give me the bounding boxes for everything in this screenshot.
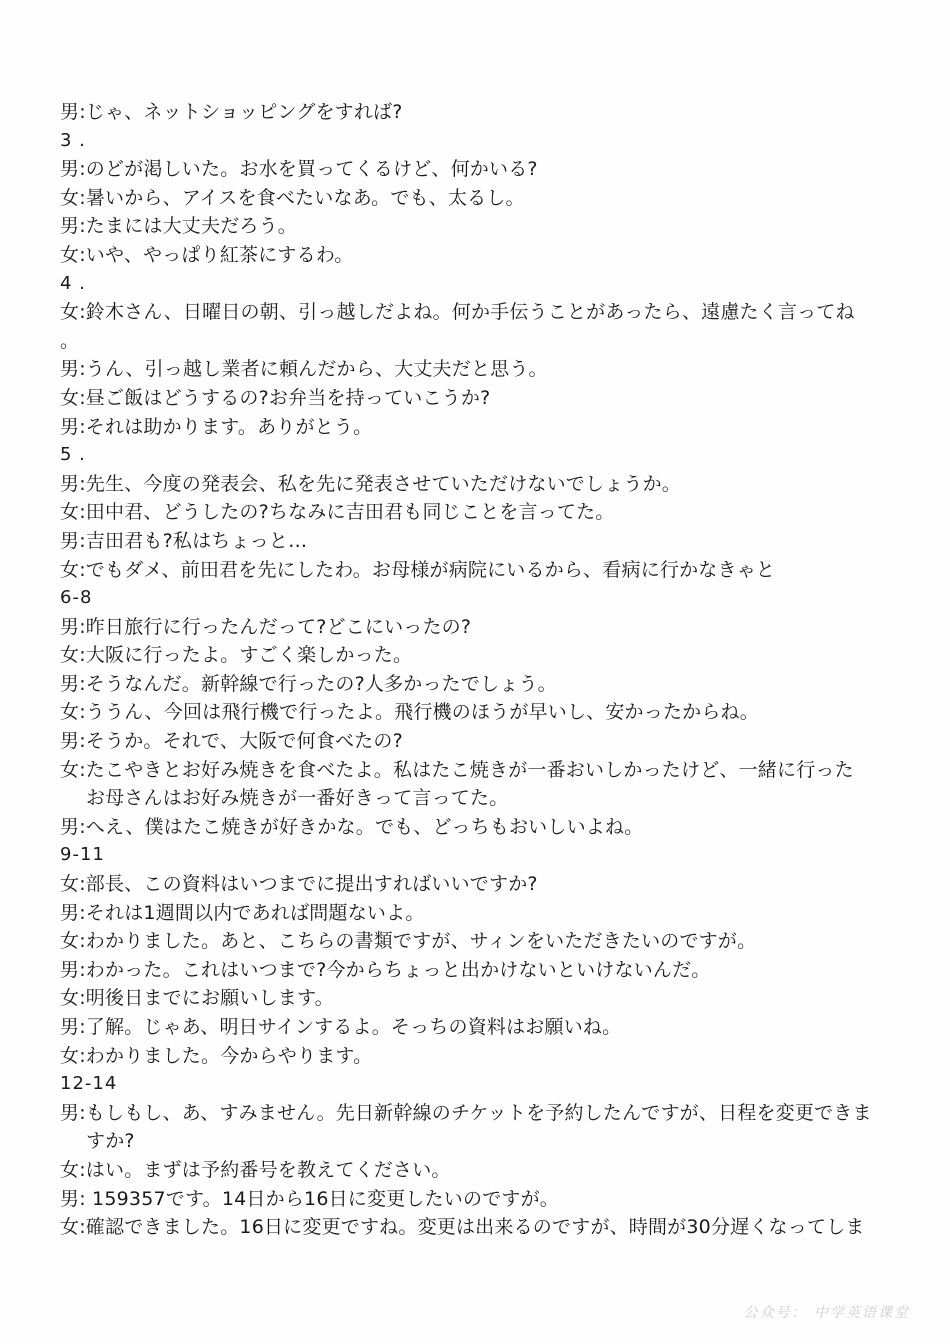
section-number: 5 .	[60, 444, 86, 466]
transcript-line: 男:昨日旅行に行ったんだって?どこにいったの?	[60, 615, 472, 638]
transcript-line: 男:了解。じゃあ、明日サインするよ。そっちの資料はお願いね。	[60, 1016, 622, 1038]
transcript-line: 男:うん、引っ越し業者に頼んだから、大丈夫だと思う。	[60, 358, 548, 381]
section-number: 12-14	[60, 1073, 118, 1095]
section-number: 4 .	[60, 272, 86, 294]
transcript-line: 男:たまには大丈夫だろう。	[60, 215, 298, 238]
transcript-line: 男:それは1週間以内であれば問題ないよ。	[60, 901, 425, 924]
transcript-line: 女:わかりました。今からやります。	[60, 1044, 373, 1067]
transcript-line: 女:いや、やっぱり紅茶にするわ。	[60, 243, 354, 266]
transcript-line: 男:へえ、僕はたこ焼きが好きかな。でも、どっちもおいしいよね。	[60, 815, 644, 838]
transcript-line: 男:のどが渇しいた。お水を買ってくるけど、何かいる?	[60, 158, 538, 181]
transcript-line: 女:昼ご飯はどうするの?お弁当を持っていこうか?	[60, 386, 491, 409]
transcript-line: 女:確認できました。16日に変更ですね。変更は出来るのですが、時間が30分遅くなってしま	[60, 1216, 865, 1239]
transcript-line: 男:吉田君も?私はちょっと…	[60, 529, 308, 552]
transcript-line: 男: 159357です。14日から16日に変更したいのですが。	[60, 1187, 560, 1210]
transcript-line: 女:田中君、どうしたの?ちなみに吉田君も同じことを言ってた。	[60, 501, 615, 524]
transcript-line: 女:ううん、今回は飛行機で行ったよ。飛行機のほうが早いし、安かったからね。	[60, 701, 759, 724]
transcript-body	[60, 98, 900, 1242]
section-number: 9-11	[60, 844, 105, 866]
transcript-line: 男:そうなんだ。新幹線で行ったの?人多かったでしょう。	[60, 672, 557, 695]
transcript-line: 女:部長、この資料はいつまでに提出すればいいですか?	[60, 873, 538, 896]
transcript-line: 女:でもダメ、前田君を先にしたわ。お母様が病院にいるから、看病に行かなきゃと	[60, 558, 776, 581]
transcript-line: 女:暑いから、アイスを食べたいなあ。でも、太るし。	[60, 186, 525, 209]
transcript-line: お母さんはお好み焼きが一番好きって言ってた。	[86, 787, 509, 810]
transcript-line: 女:明後日までにお願いします。	[60, 987, 334, 1010]
section-number: 6-8	[60, 587, 93, 609]
section-number: 3 .	[60, 129, 86, 151]
transcript-line: 女:はい。まずは予約番号を教えてください。	[60, 1158, 451, 1181]
transcript-line: 。	[60, 329, 80, 352]
transcript-line: 男:そうか。それで、大阪で何食べたの?	[60, 730, 403, 753]
transcript-line: すか?	[86, 1130, 135, 1153]
transcript-line: 男:わかった。これはいつまで?今からちょっと出かけないといけないんだ。	[60, 958, 711, 981]
transcript-line: 男:先生、今度の発表会、私を先に発表させていただけないでしょうか。	[60, 472, 682, 495]
transcript-line: 男:それは助かります。ありがとう。	[60, 415, 373, 438]
transcript-line: 女:大阪に行ったよ。すごく楽しかった。	[60, 644, 413, 667]
transcript-line: 女:たこやきとお好み焼きを食べたよ。私はたこ焼きが一番おいしかったけど、一緒に行った	[60, 758, 854, 781]
transcript-line: 女:鈴木さん、日曜日の朝、引っ越しだよね。何か手伝うことがあったら、遠慮たく言ってね	[60, 301, 855, 324]
transcript-line: 男:じゃ、ネットショッピングをすれば?	[60, 101, 403, 123]
watermark: 公众号： 中学英语课堂	[743, 1305, 910, 1321]
transcript-line: 男:もしもし、あ、すみません。先日新幹線のチケットを予約したんですが、日程を変更できま	[60, 1101, 872, 1124]
transcript-line: 女:わかりました。あと、こちらの書類ですが、サィンをいただきたいのですが。	[60, 930, 757, 953]
